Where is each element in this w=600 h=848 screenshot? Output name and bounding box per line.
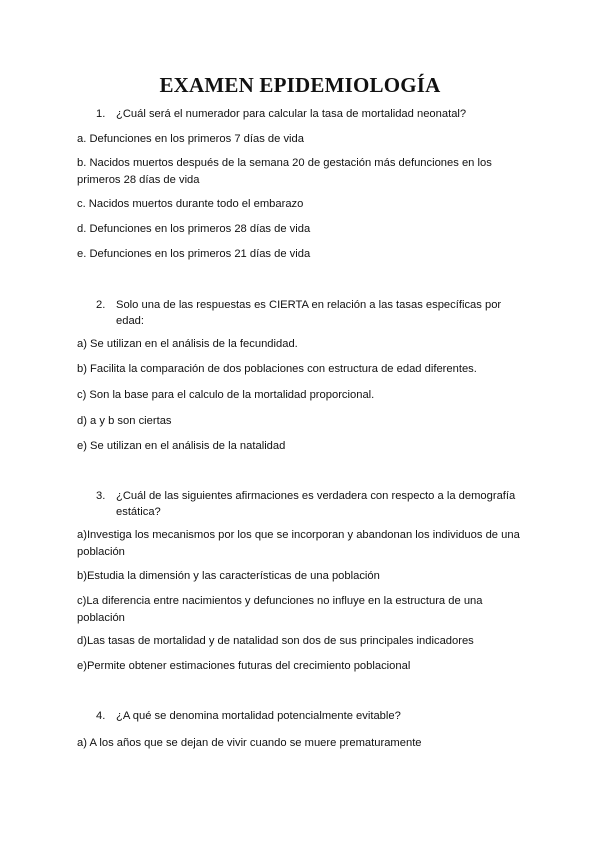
- question-4: [96, 708, 516, 724]
- question-3-option-b: b)Estudia la dimensión y las características de una población: [77, 570, 380, 582]
- question-1-option-a: a. Defunciones en los primeros 7 días de vida: [77, 133, 304, 145]
- question-1-option-c: c. Nacidos muertos durante todo el embarazo: [77, 198, 304, 210]
- question-text: ¿Cuál será el numerador para calcular la tasa de mortalidad neonatal?: [116, 108, 467, 120]
- question-3: [96, 488, 516, 520]
- question-4-option-a: a) A los años que se dejan de vivir cuando se muere prematuramente: [77, 737, 422, 749]
- question-1-option-b: b. Nacidos muertos después de la semana 20 de gestación más defunciones en los primeros 28 días de vida: [77, 157, 492, 186]
- question-2: [96, 297, 516, 329]
- question-1-option-d: d. Defunciones en los primeros 28 días de vida: [77, 223, 311, 235]
- question-3-option-e: e)Permite obtener estimaciones futuras del crecimiento poblacional: [77, 660, 411, 672]
- question-3-option-a: a)Investiga los mecanismos por los que se incorporan y abandonan los individuos de una población: [77, 529, 520, 558]
- question-3-option-c: c)La diferencia entre nacimientos y defunciones no influye en la estructura de una población: [77, 595, 483, 624]
- question-number: 4.: [96, 710, 106, 722]
- question-text: Solo una de las respuestas es CIERTA en relación a las tasas específicas por edad:: [116, 299, 502, 327]
- question-2-option-b: b) Facilita la comparación de dos poblaciones con estructura de edad diferentes.: [77, 363, 477, 375]
- question-1: [96, 106, 516, 122]
- question-number: 1.: [96, 108, 106, 120]
- question-2-option-a: a) Se utilizan en el análisis de la fecundidad.: [77, 338, 298, 350]
- question-2-option-d: d) a y b son ciertas: [77, 415, 172, 427]
- question-text: ¿A qué se denomina mortalidad potencialmente evitable?: [116, 710, 401, 722]
- question-2-option-e: e) Se utilizan en el análisis de la natalidad: [77, 440, 286, 452]
- question-2-option-c: c) Son la base para el calculo de la mortalidad proporcional.: [77, 389, 375, 401]
- question-3-option-d: d)Las tasas de mortalidad y de natalidad son dos de sus principales indicadores: [77, 635, 474, 647]
- question-1-option-e: e. Defunciones en los primeros 21 días de vida: [77, 248, 311, 260]
- question-number: 2.: [96, 299, 106, 311]
- exam-title: EXAMEN EPIDEMIOLOGÍA: [159, 73, 441, 97]
- question-text: ¿Cuál de las siguientes afirmaciones es verdadera con respecto a la demografía estática?: [116, 490, 516, 518]
- question-number: 3.: [96, 490, 106, 502]
